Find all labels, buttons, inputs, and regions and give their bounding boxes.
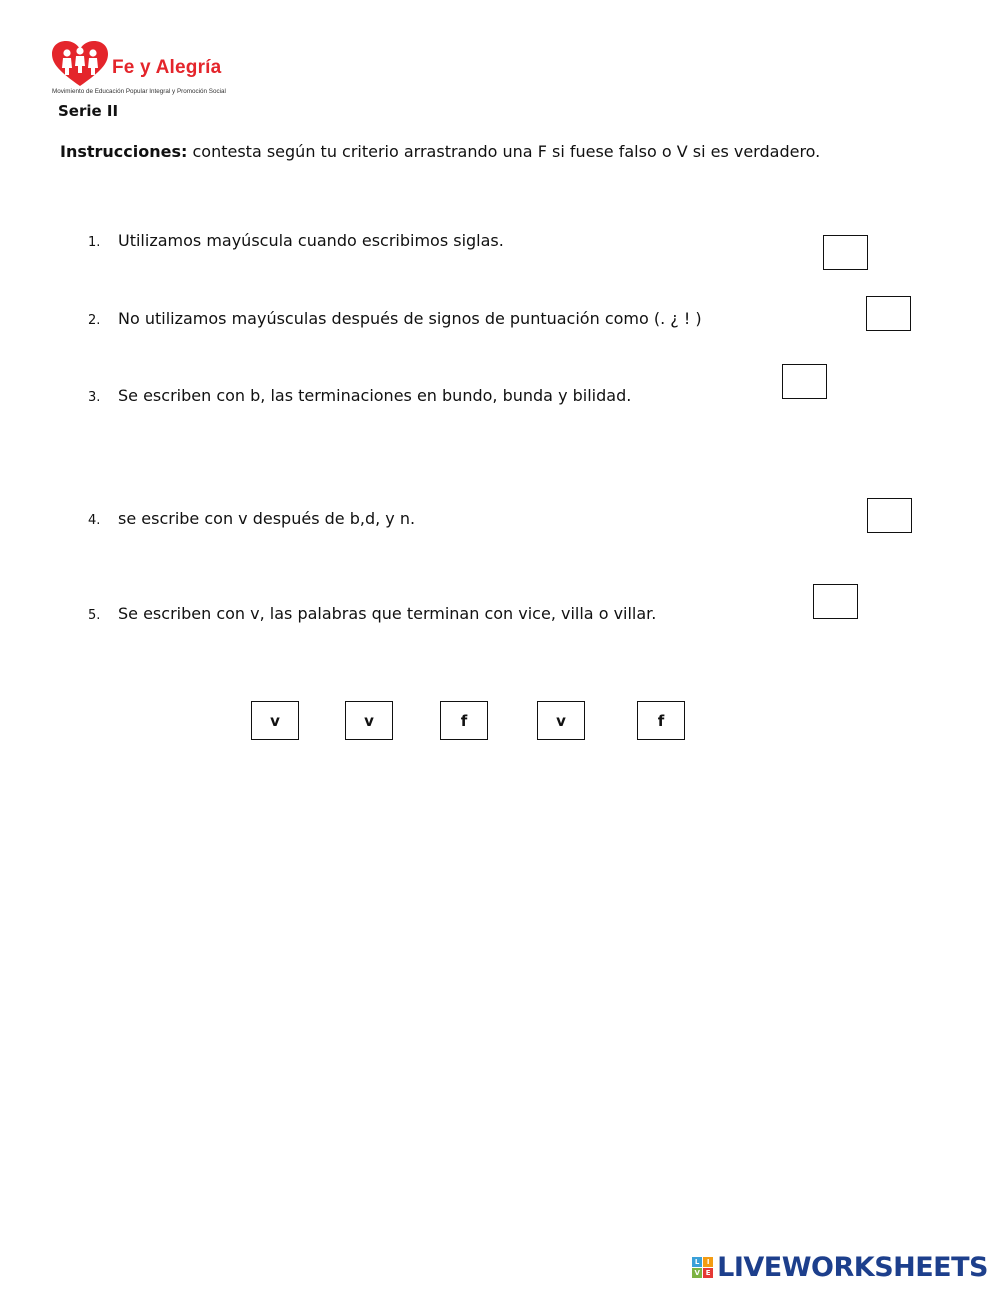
liveworksheets-logo [692,1252,988,1283]
badge-letter: E [703,1268,713,1278]
badge-letter: I [703,1257,713,1267]
question-text: Se escriben con v, las palabras que terminan con vice, villa o villar. [118,604,657,623]
drag-tile-v[interactable]: v [251,701,299,740]
drag-tile-v[interactable]: v [537,701,585,740]
question-number: 2. [88,313,101,328]
question-text: Utilizamos mayúscula cuando escribimos siglas. [118,231,504,250]
question-number: 1. [88,235,101,250]
drag-tile-f[interactable]: f [637,701,685,740]
answer-drop-box-4[interactable] [867,498,912,533]
liveworksheets-text: LIVEWORKSHEETS [717,1252,988,1283]
instructions-text: contesta según tu criterio arrastrando una F si fuese falso o V si es verdadero. [187,142,821,161]
heart-logo-icon [50,40,110,88]
instructions [60,142,820,161]
question-3 [88,386,631,405]
instructions-label: Instrucciones: [60,142,188,161]
answer-drop-box-1[interactable] [823,235,868,270]
live-badge-icon [692,1257,713,1278]
answer-drop-box-2[interactable] [866,296,911,331]
drag-tile-v[interactable]: v [345,701,393,740]
answer-drop-box-5[interactable] [813,584,858,619]
question-4 [88,509,415,528]
logo-tagline: Movimiento de Educación Popular Integral y Promoción Social [52,88,226,95]
question-text: se escribe con v después de b,d, y n. [118,509,416,528]
question-text: No utilizamos mayúsculas después de signos de puntuación como (. ¿ ! ) [118,309,702,328]
question-1 [88,231,504,250]
question-text: Se escriben con b, las terminaciones en bundo, bunda y bilidad. [118,386,632,405]
serie-title: Serie II [58,102,119,120]
question-5 [88,604,656,623]
question-2 [88,309,702,328]
logo-name: Fe y Alegría [112,57,222,78]
badge-letter: L [692,1257,702,1267]
question-number: 5. [88,608,101,623]
drag-tile-f[interactable]: f [440,701,488,740]
question-number: 4. [88,513,101,528]
question-number: 3. [88,390,101,405]
badge-letter: V [692,1268,702,1278]
answer-drop-box-3[interactable] [782,364,827,399]
